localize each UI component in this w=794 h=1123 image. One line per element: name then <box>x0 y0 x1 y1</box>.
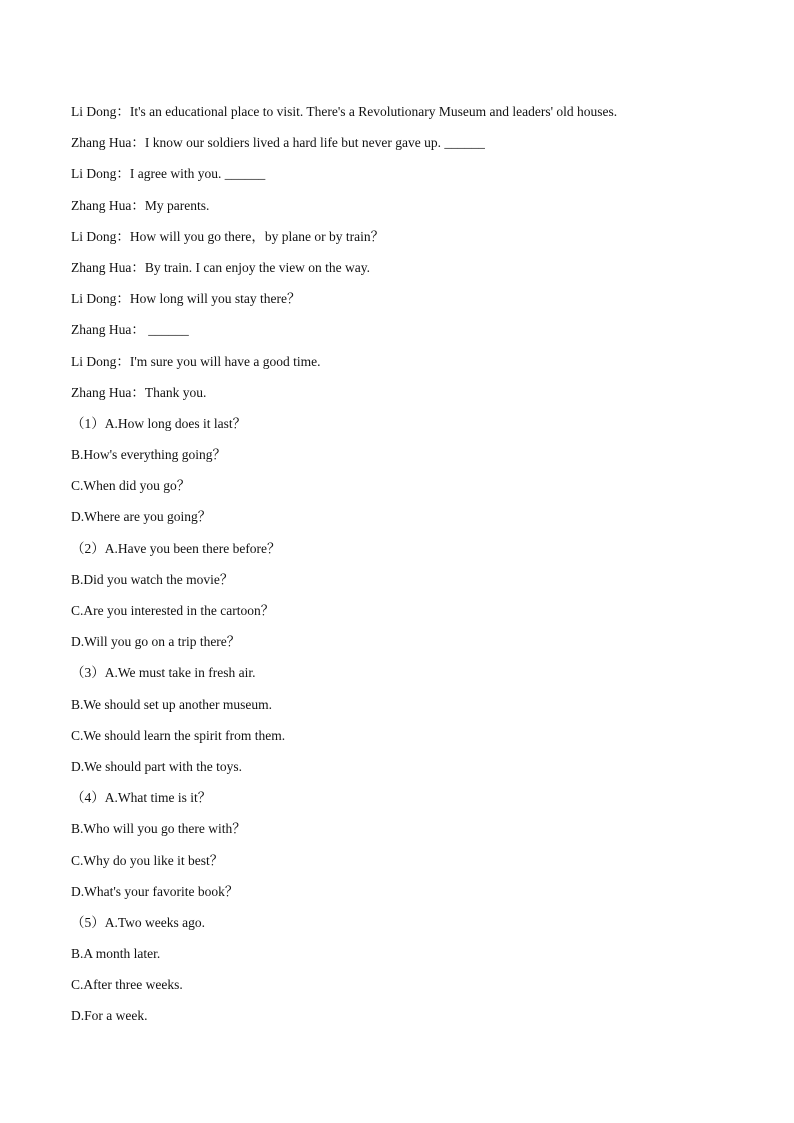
question-2-option-d: D.Will you go on a trip there？ <box>71 634 241 650</box>
question-2-option-a: （2）A.Have you been there before？ <box>71 540 281 556</box>
dialogue-line: Li Dong：I agree with you. ______ <box>71 166 266 182</box>
question-1-option-b: B.How's everything going？ <box>71 447 227 463</box>
question-4-option-b: B.Who will you go there with？ <box>71 821 246 837</box>
question-1-option-a: （1）A.How long does it last？ <box>71 415 247 431</box>
dialogue-line: Li Dong：It's an educational place to visit. There's a Revolutionary Museum and leaders' old houses. <box>71 104 618 119</box>
question-2-option-c: C.Are you interested in the cartoon？ <box>71 603 275 618</box>
question-1-option-c: C.When did you go？ <box>71 478 191 494</box>
question-3-option-c: C.We should learn the spirit from them. <box>71 727 286 743</box>
dialogue-line: Li Dong：How long will you stay there？ <box>71 291 301 307</box>
question-3-option-b: B.We should set up another museum. <box>71 696 273 712</box>
question-4-option-c: C.Why do you like it best？ <box>71 852 224 868</box>
question-5-option-b: B.A month later. <box>71 946 161 962</box>
dialogue-line: Li Dong：I'm sure you will have a good time. <box>71 353 321 369</box>
dialogue-line: Zhang Hua：Thank you. <box>71 384 207 400</box>
question-3-option-d: D.We should part with the toys. <box>71 758 243 774</box>
dialogue-line: Zhang Hua：I know our soldiers lived a hard life but never gave up. ______ <box>71 135 485 151</box>
document-body <box>71 102 751 1038</box>
dialogue-line: Zhang Hua：By train. I can enjoy the view on the way. <box>71 259 371 275</box>
question-1-option-d: D.Where are you going？ <box>71 509 212 525</box>
dialogue-line: Zhang Hua： ______ <box>71 322 189 338</box>
question-5-option-d: D.For a week. <box>71 1008 148 1024</box>
question-5-option-c: C.After three weeks. <box>71 977 183 993</box>
question-2-option-b: B.Did you watch the movie？ <box>71 571 234 587</box>
dialogue-line: Zhang Hua：My parents. <box>71 197 210 213</box>
question-3-option-a: （3）A.We must take in fresh air. <box>71 665 256 681</box>
question-4-option-d: D.What's your favorite book？ <box>71 883 239 899</box>
question-4-option-a: （4）A.What time is it？ <box>71 790 212 806</box>
dialogue-line: Li Dong：How will you go there，by plane or by train？ <box>71 228 385 244</box>
question-5-option-a: （5）A.Two weeks ago. <box>71 914 206 930</box>
